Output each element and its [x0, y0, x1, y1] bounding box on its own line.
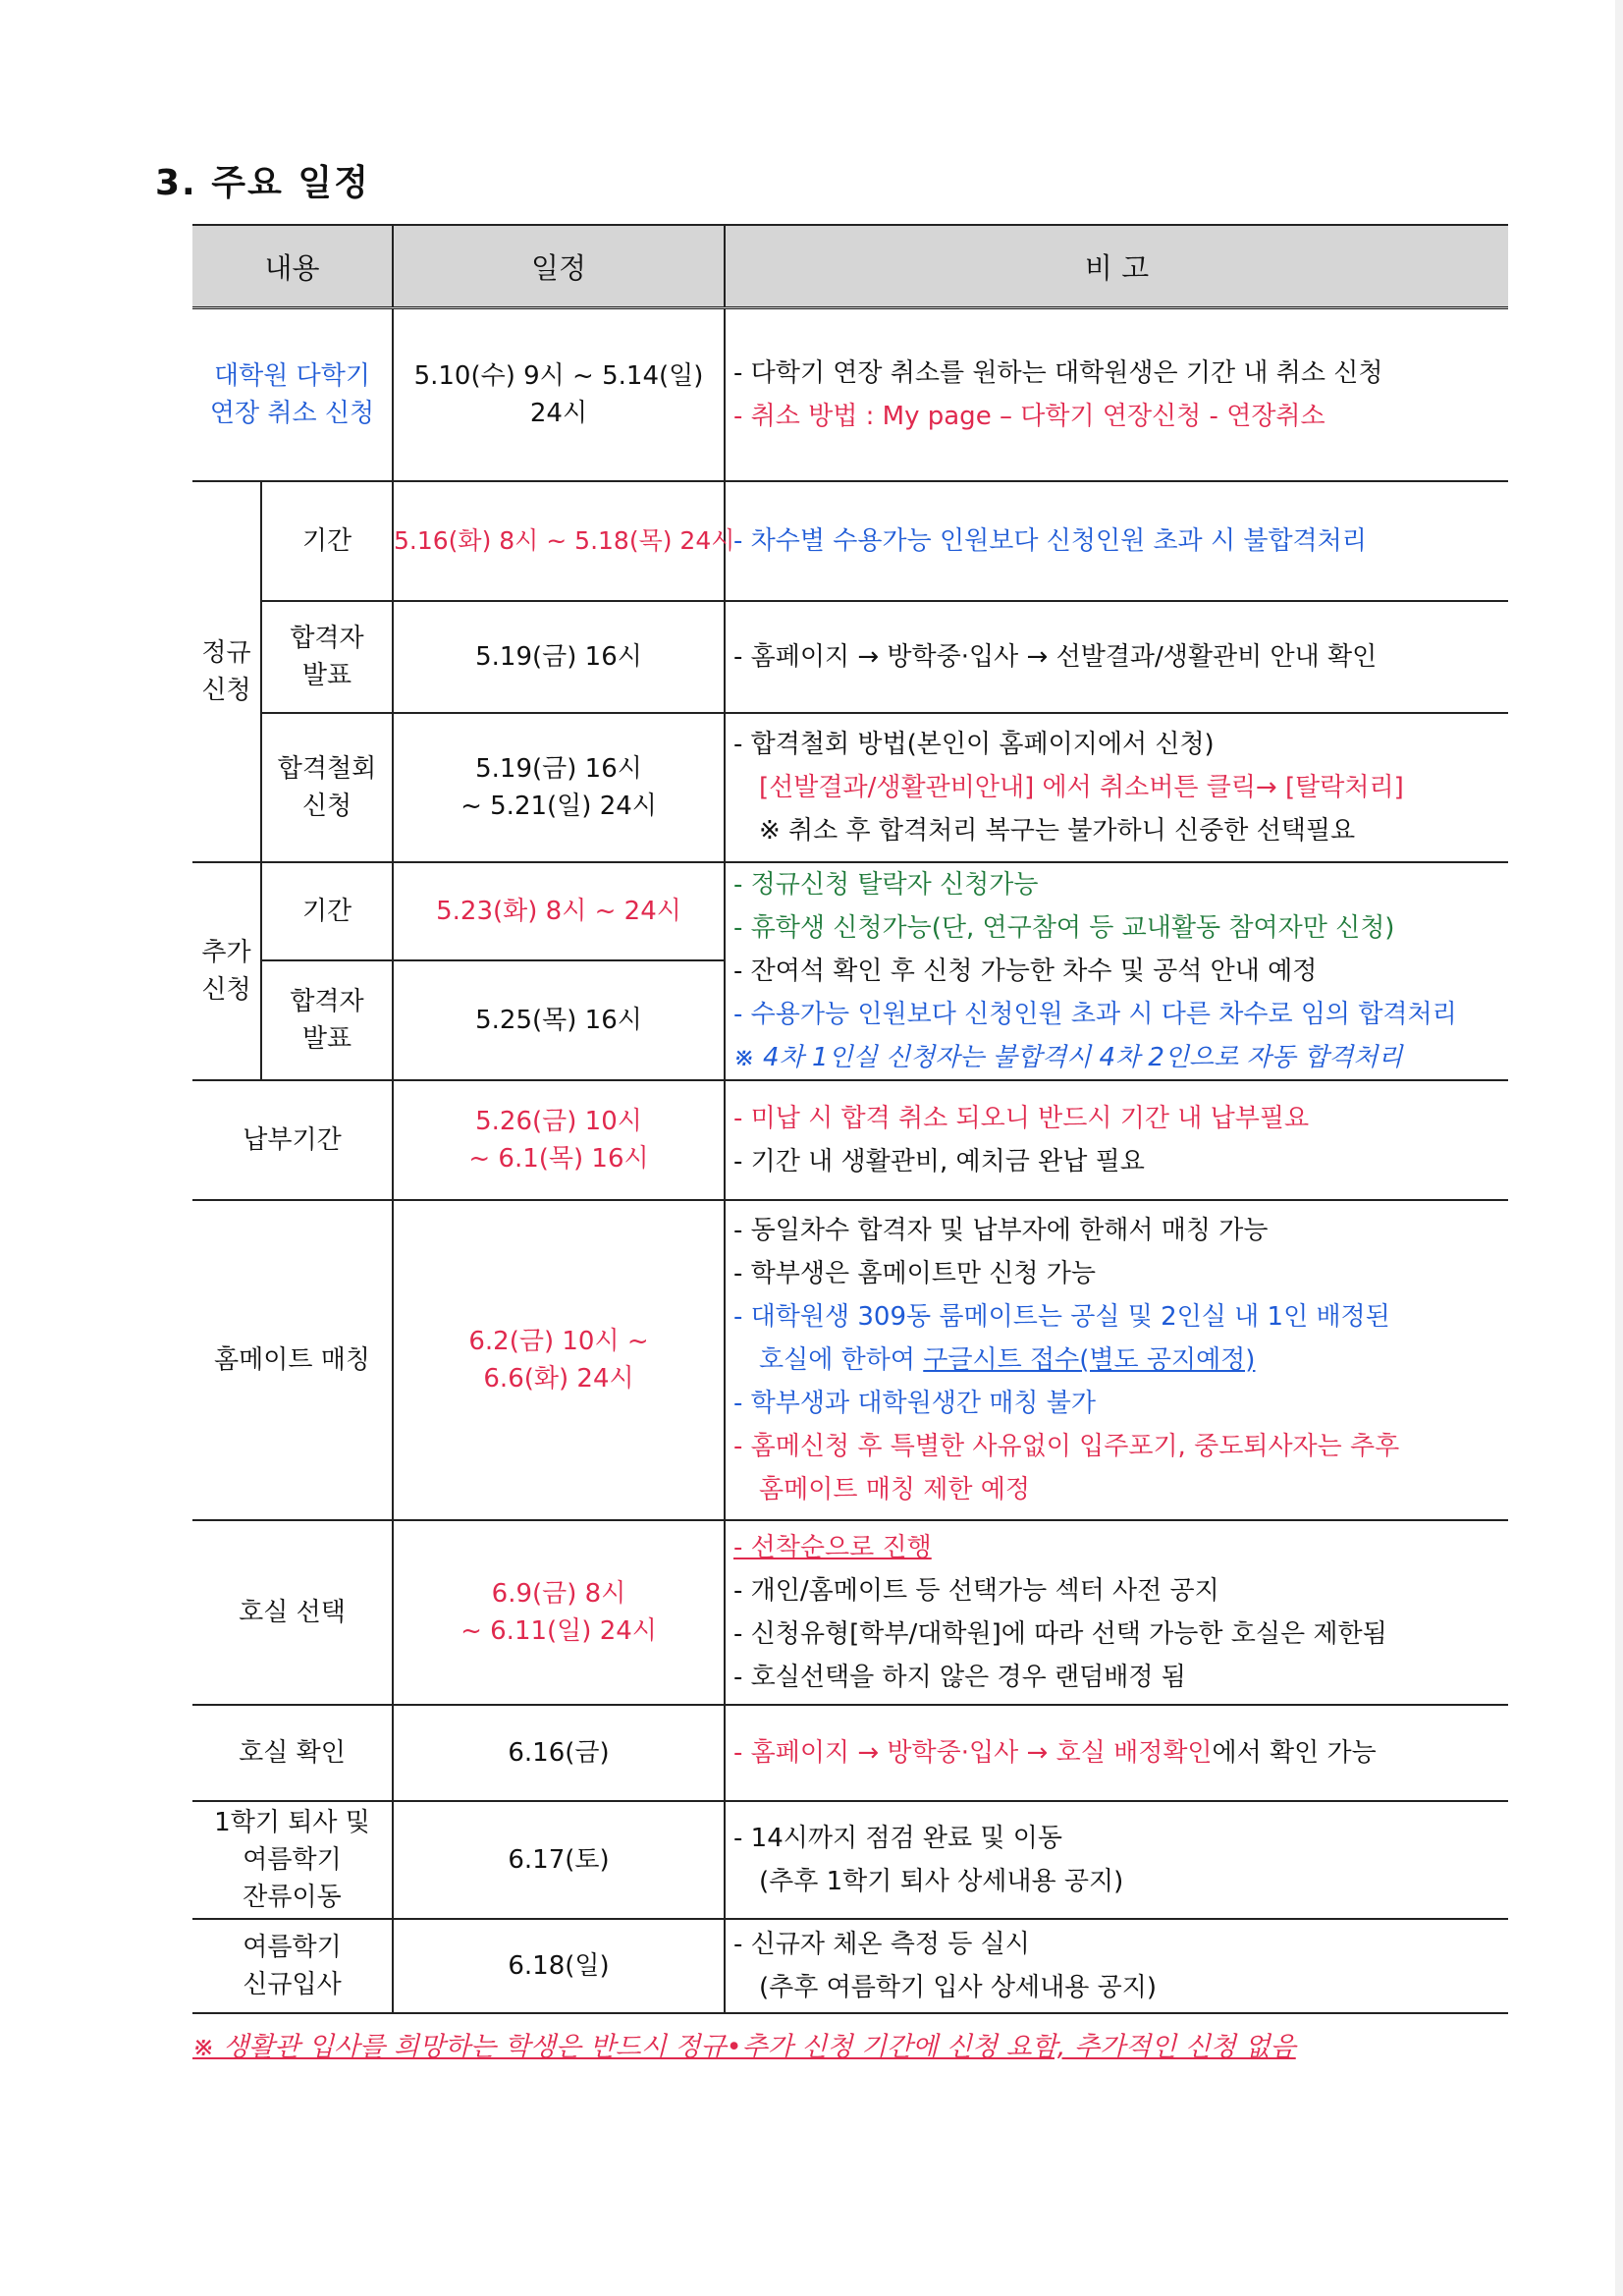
additional-period-label: 기간	[261, 862, 393, 960]
checkout-notes: - 14시까지 점검 완료 및 이동 (추후 1학기 퇴사 상세내용 공지)	[725, 1801, 1508, 1919]
additional-group-label: 추가 신청	[192, 862, 261, 1080]
room-select-date: 6.9(금) 8시 ~ 6.11(일) 24시	[393, 1520, 725, 1705]
checkin-date: 6.18(일)	[393, 1919, 725, 2013]
table-row	[192, 1520, 1508, 1705]
regular-announce-date: 5.19(금) 16시	[393, 601, 725, 713]
scan-edge	[1615, 0, 1623, 2296]
header-content: 내용	[192, 225, 393, 308]
room-confirm-date: 6.16(금)	[393, 1705, 725, 1801]
regular-announce-note: - 홈페이지 → 방학중·입사 → 선발결과/생활관비 안내 확인	[725, 601, 1508, 713]
regular-withdraw-label: 합격철회 신청	[261, 713, 393, 862]
roommate-label: 홈메이트 매칭	[192, 1200, 393, 1520]
header-schedule: 일정	[393, 225, 725, 308]
room-select-notes: - 선착순으로 진행 - 개인/홈메이트 등 선택가능 섹터 사전 공지 - 신청유형[학부/대학원]에 따라 선택 가능한 호실은 제한됨 - 호실선택을 하지 않은 경우 랜덤배정 됨	[725, 1520, 1508, 1705]
regular-period-label: 기간	[261, 481, 393, 601]
google-sheet-link[interactable]: 구글시트 접수(별도 공지예정)	[923, 1344, 1256, 1375]
regular-withdraw-notes: - 합격철회 방법(본인이 홈페이지에서 신청) [선발결과/생활관비안내] 에서 취소버튼 클릭→ [탈락처리] ※ 취소 후 합격처리 복구는 불가하니 신중한 선택필요	[725, 713, 1508, 862]
table-row	[192, 1919, 1508, 2013]
additional-announce-date: 5.25(목) 16시	[393, 960, 725, 1080]
checkin-notes: - 신규자 체온 측정 등 실시 (추후 여름학기 입사 상세내용 공지)	[725, 1919, 1508, 2013]
room-confirm-note: - 홈페이지 → 방학중·입사 → 호실 배정확인에서 확인 가능	[725, 1705, 1508, 1801]
payment-label: 납부기간	[192, 1080, 393, 1200]
checkout-date: 6.17(토)	[393, 1801, 725, 1919]
grad-notes: - 다학기 연장 취소를 원하는 대학원생은 기간 내 취소 신청 - 취소 방법 : My page – 다학기 연장신청 - 연장취소	[725, 308, 1508, 481]
table-row	[192, 601, 1508, 713]
checkin-label: 여름학기 신규입사	[192, 1919, 393, 2013]
table-row	[192, 862, 1508, 960]
checkout-label: 1학기 퇴사 및 여름학기 잔류이동	[192, 1801, 393, 1919]
table-row	[192, 1705, 1508, 1801]
regular-period-date: 5.16(화) 8시 ~ 5.18(목) 24시	[393, 481, 725, 601]
table-row	[192, 308, 1508, 481]
payment-notes: - 미납 시 합격 취소 되오니 반드시 기간 내 납부필요 - 기간 내 생활관비, 예치금 완납 필요	[725, 1080, 1508, 1200]
payment-date: 5.26(금) 10시 ~ 6.1(목) 16시	[393, 1080, 725, 1200]
footer-note: ※ 생활관 입사를 희망하는 학생은 반드시 정규•추가 신청 기간에 신청 요함, 추가적인 신청 없음	[192, 2032, 1296, 2062]
regular-period-note: - 차수별 수용가능 인원보다 신청인원 초과 시 불합격처리	[725, 481, 1508, 601]
header-remarks: 비 고	[725, 225, 1508, 308]
table-row	[192, 1080, 1508, 1200]
regular-group-label: 정규 신청	[192, 481, 261, 862]
additional-announce-label: 합격자 발표	[261, 960, 393, 1080]
roommate-notes: - 동일차수 합격자 및 납부자에 한해서 매칭 가능 - 학부생은 홈메이트만 신청 가능 - 대학원생 309동 룸메이트는 공실 및 2인실 내 1인 배정된 호실에 한하여 구글시트 접수(별도 공지예정) - 학부생과 대학원생간 매칭 불가 - 홈메신청 후 특별한 사유없이 입주포기, 중도퇴사자는 추후 홈메이트 매칭 제한 예정	[725, 1200, 1508, 1520]
additional-period-date: 5.23(화) 8시 ~ 24시	[393, 862, 725, 960]
room-confirm-label: 호실 확인	[192, 1705, 393, 1801]
roommate-date: 6.2(금) 10시 ~ 6.6(화) 24시	[393, 1200, 725, 1520]
table-row	[192, 1801, 1508, 1919]
regular-withdraw-date: 5.19(금) 16시 ~ 5.21(일) 24시	[393, 713, 725, 862]
additional-notes: - 정규신청 탈락자 신청가능 - 휴학생 신청가능(단, 연구참여 등 교내활동 참여자만 신청) - 잔여석 확인 후 신청 가능한 차수 및 공석 안내 예정 - 수용가능 인원보다 신청인원 초과 시 다른 차수로 임의 합격처리 ※ 4차 1인실 신청자는 불합격시 4차 2인으로 자동 합격처리	[725, 862, 1508, 1080]
table-header-row	[192, 225, 1508, 308]
grad-date: 5.10(수) 9시 ~ 5.14(일) 24시	[393, 308, 725, 481]
section-heading: 3. 주요 일정	[155, 163, 370, 203]
table-row	[192, 1200, 1508, 1520]
room-select-label: 호실 선택	[192, 1520, 393, 1705]
regular-announce-label: 합격자 발표	[261, 601, 393, 713]
grad-label: 대학원 다학기 연장 취소 신청	[192, 308, 393, 481]
schedule-table	[192, 224, 1508, 2014]
table-row	[192, 481, 1508, 601]
table-row	[192, 713, 1508, 862]
